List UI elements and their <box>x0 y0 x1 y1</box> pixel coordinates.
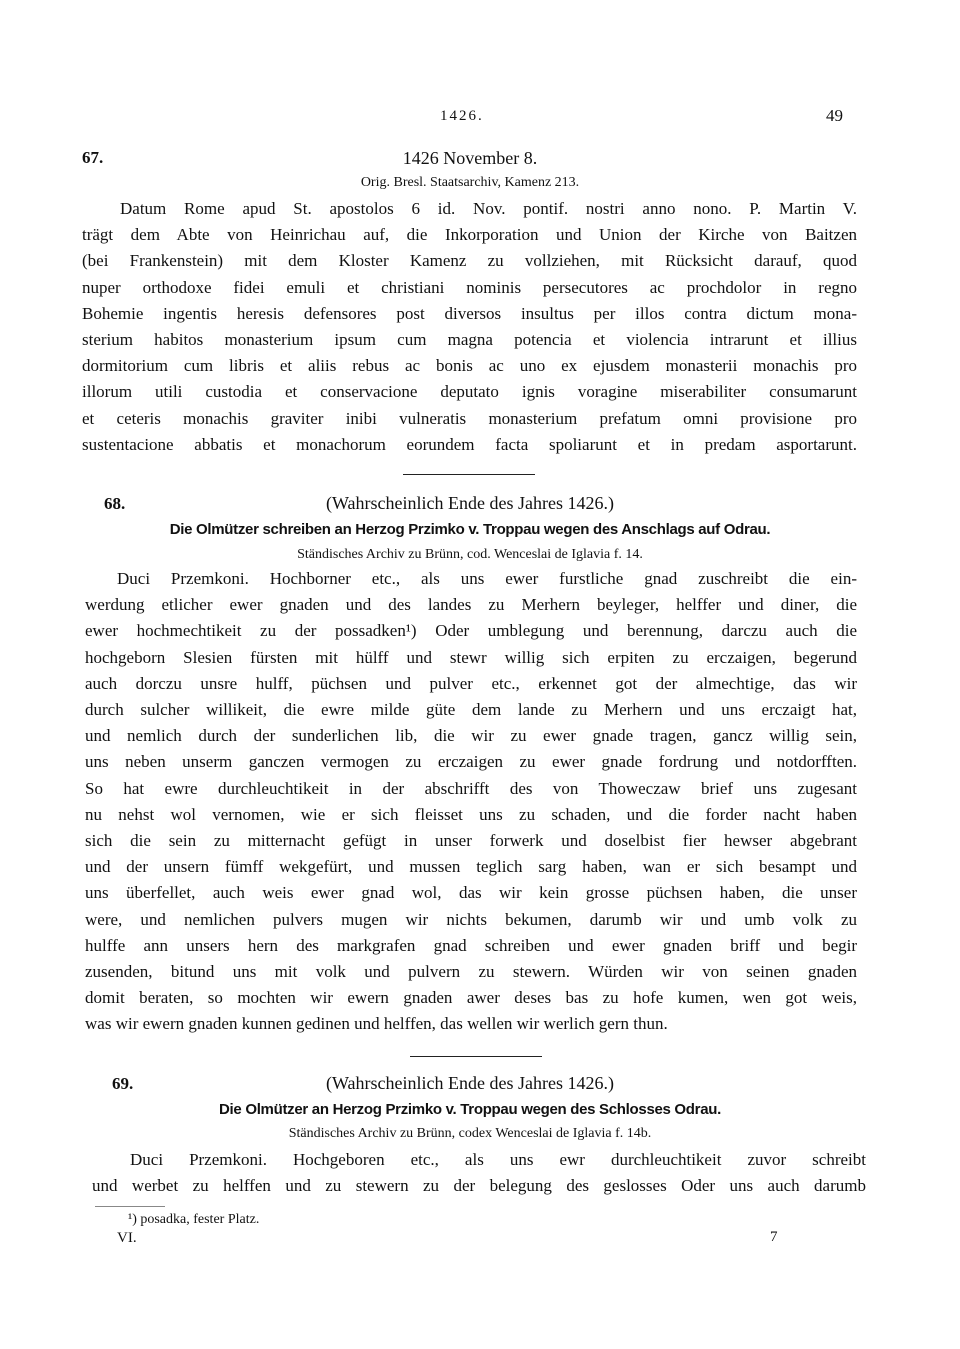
text-line: hochgeborn Slesien fürsten mit hülff und stewr willig sich erpiten zu erczaigen, begerund <box>85 647 857 667</box>
entry-69-text <box>92 1147 866 1199</box>
text-line: (bei Frankenstein) mit dem Kloster Kamenz zu vollziehen, mit Rücksicht darauf, quod <box>82 251 857 271</box>
text-line: durch sulcher willikeit, die ewre milde güte dem lande zu Merhern und uns erczaigt hat, <box>85 700 857 720</box>
text-line: Bohemie ingentis heresis defensores post diversos insultus per illos contra dictum mona- <box>82 303 857 323</box>
text-line: Duci Przemkoni. Hochborner etc., als uns ewer furstliche gnad zuschreibt die ein- <box>117 569 857 588</box>
entry-69-source: Ständisches Archiv zu Brünn, codex Wenceslai de Iglavia f. 14b. <box>288 1126 652 1141</box>
text-line: dormitorium cum libris et aliis rebus ac bonis ac uno ex ejusdem monasterii monachis pro <box>82 356 857 376</box>
text-line: sich die sein zu mitternacht gefügt in unser forwerk und doselbist fier hewser abgebrant <box>85 831 857 851</box>
text-line: und der unsern fümff wekgefürt, und mussen teglich sarg haben, wan er sich besampt und <box>85 857 857 877</box>
entry-69-number: 69. <box>112 1074 134 1093</box>
text-line: werdung etlicher ewer gnaden und des landes zu Merhern beyleger, helffer und diner, die <box>85 595 857 615</box>
text-line: So hat ewre durchleuchtikeit in der abschrifft des von Thoweczaw brief uns zugesant <box>85 778 857 798</box>
entry-69-date: (Wahrscheinlich Ende des Jahres 1426.) <box>326 1073 614 1093</box>
text-line: und nemlich durch der sunderlichen lib, die wir zu ewer gnade tragen, gancz willig sein, <box>85 726 857 746</box>
entry-68-number: 68. <box>104 494 126 513</box>
text-line: were, und nemlichen pulvers mugen wir nichts bekumen, darumb wir und umb volk zu <box>85 909 857 929</box>
text-line: uns überfellet, auch weis ewer gnad wol, das wir kein grosse püchsen haben, die unser <box>85 883 857 903</box>
page-number: 49 <box>826 106 843 125</box>
section-divider <box>410 1056 542 1057</box>
text-line: und werbet zu helffen und zu stewern zu der belegung des geslosses Oder uns auch darumb <box>92 1176 866 1196</box>
footnote: ¹) posadka, fester Platz. <box>128 1212 260 1227</box>
entry-67-date: 1426 November 8. <box>402 148 538 168</box>
text-line: Datum Rome apud St. apostolos 6 id. Nov. pontif. nostri anno nono. P. Martin V. <box>120 199 857 218</box>
signature-sheet: 7 <box>770 1229 778 1245</box>
text-line: nu nehst wol vernomen, wie er sich fleisset uns zu schaden, und die forder nacht haben <box>85 804 857 824</box>
text-line: sustentacione abbatis et monachorum eorundem facta spoliarunt et in predam asportarunt. <box>82 434 857 454</box>
entry-68-source: Ständisches Archiv zu Brünn, cod. Wenceslai de Iglavia f. 14. <box>297 547 643 562</box>
text-line: was wir ewern gnaden kunnen gedinen und helffen, das wellen wir werlich gern thun. <box>85 1014 668 1034</box>
entry-68-heading: Die Olmützer schreiben an Herzog Przimko v. Troppau wegen des Anschlags auf Odrau. <box>169 521 771 538</box>
text-line: hulffe ann unsers hern des markgrafen gnad schreiben und ewer gnaden briff und begir <box>85 935 857 955</box>
text-line: uns neben unserm ganczen vermogen zu erczaigen zu ewer gnade fordrung und notdorfften. <box>85 752 857 772</box>
text-line: domit beraten, so mochten wir ewern gnaden awer deses bas zu hofe kumen, wen got weis, <box>85 988 857 1008</box>
text-line: et ceteris monachis graviter inibi vulneratis monasterium prefatum omni provisione pro <box>82 408 857 428</box>
text-line: zusenden, bitund uns mit volk und pulvern zu stewern. Würden wir von seinen gnaden <box>85 962 857 982</box>
text-line: illorum utili custodia et conservacione deputato ignis voragine miserabiliter consumarunt <box>82 382 857 402</box>
text-line: ewer hochmechtikeit zu der possadken¹) Oder umblegung und berennung, darczu auch die <box>85 621 857 641</box>
entry-67-source: Orig. Bresl. Staatsarchiv, Kamenz 213. <box>360 175 580 190</box>
text-line: Duci Przemkoni. Hochgeboren etc., als uns ewr durchleuchtikeit zuvor schreibt <box>130 1150 866 1169</box>
entry-68-date: (Wahrscheinlich Ende des Jahres 1426.) <box>326 493 614 513</box>
footnote-rule <box>95 1206 165 1207</box>
signature-volume: VI. <box>117 1230 137 1246</box>
text-line: auch dorczu unsre hulff, püchsen und pulver etc., erkennet got der almechtige, das wir <box>85 673 857 693</box>
entry-67-number: 67. <box>82 148 104 167</box>
text-line: trägt dem Abte von Heinrichau auf, die Inkorporation und Union der Kirche von Baitzen <box>82 225 857 245</box>
entry-68-text <box>85 566 857 1038</box>
running-header-year: 1426. <box>440 108 484 124</box>
section-divider <box>403 474 535 475</box>
entry-69-heading: Die Olmützer an Herzog Przimko v. Troppau wegen des Schlosses Odrau. <box>219 1101 721 1118</box>
text-line: sterium habitos monasterium ipsum cum magna potencia et violencia intrarunt et illius <box>82 330 857 350</box>
entry-67-text <box>82 196 857 458</box>
text-line: nuper orthodoxe fidei emuli et christiani nominis persecutores ac prochdolor in regno <box>82 277 857 297</box>
